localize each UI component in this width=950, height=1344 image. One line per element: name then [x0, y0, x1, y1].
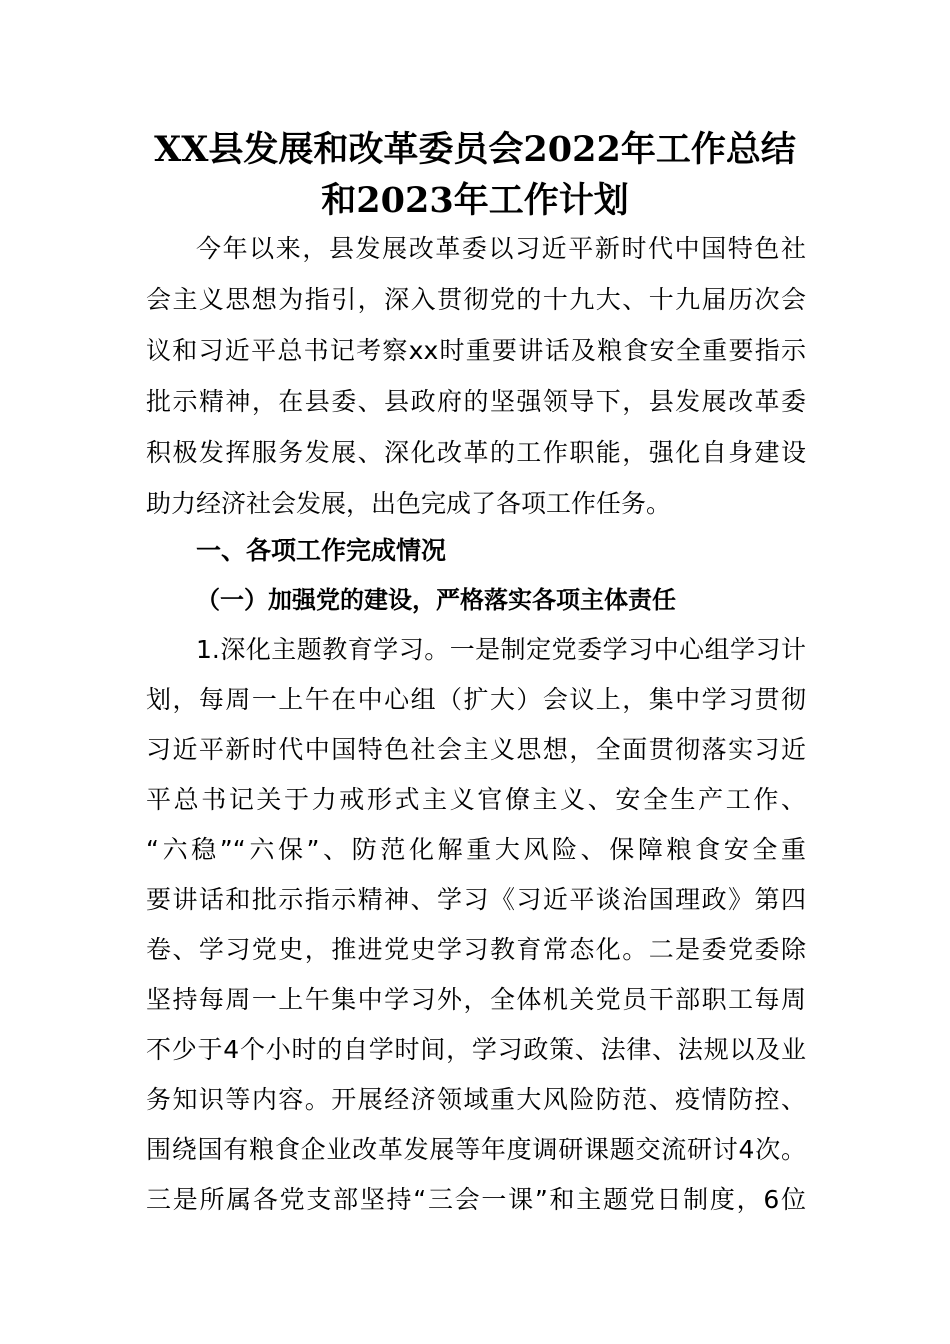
body-paragraph-line: 习近平新时代中国特色社会主义思想，全面贯彻落实习近 [146, 735, 806, 764]
section-heading: 一、各项工作完成情况 [196, 536, 447, 565]
intro-paragraph-line: 积极发挥服务发展、深化改革的工作职能，强化自身建设 [146, 438, 806, 467]
body-paragraph-line: 坚持每周一上午集中学习外，全体机关党员干部职工每周 [146, 985, 806, 1014]
body-paragraph-line: 划，每周一上午在中心组（扩大）会议上，集中学习贯彻 [146, 685, 806, 714]
body-paragraph-line: 围绕国有粮食企业改革发展等年度调研课题交流研讨4次。 [146, 1135, 806, 1164]
body-paragraph-line: 平总书记关于力戒形式主义官僚主义、安全生产工作、 [146, 785, 806, 814]
body-paragraph-line: “六稳”“六保”、防范化解重大风险、保障粮食安全重 [146, 835, 806, 864]
intro-paragraph-line: 议和习近平总书记考察xx时重要讲话及粮食安全重要指示 [146, 336, 806, 365]
body-paragraph-line: 1.深化主题教育学习。一是制定党委学习中心组学习计 [196, 635, 806, 664]
body-paragraph-line: 三是所属各党支部坚持“三会一课”和主题党日制度，6位 [146, 1185, 806, 1214]
body-paragraph-line: 卷、学习党史，推进党史学习教育常态化。二是委党委除 [146, 935, 806, 964]
intro-paragraph-line: 会主义思想为指引，深入贯彻党的十九大、十九届历次会 [146, 285, 806, 314]
intro-paragraph-line: 批示精神，在县委、县政府的坚强领导下，县发展改革委 [146, 387, 806, 416]
intro-paragraph-line: 今年以来，县发展改革委以习近平新时代中国特色社 [196, 234, 806, 263]
document-title-line-1: XX县发展和改革委员会2022年工作总结 [154, 129, 796, 170]
body-paragraph-line: 不少于4个小时的自学时间，学习政策、法律、法规以及业 [146, 1035, 806, 1064]
intro-paragraph-line: 助力经济社会发展，出色完成了各项工作任务。 [146, 489, 672, 518]
body-paragraph-line: 务知识等内容。开展经济领域重大风险防范、疫情防控、 [146, 1085, 806, 1114]
body-paragraph-line: 要讲话和批示指示精神、学习《习近平谈治国理政》第四 [146, 885, 806, 914]
subsection-heading: （一）加强党的建设，严格落实各项主体责任 [196, 585, 676, 614]
document-title-line-2: 和2023年工作计划 [321, 180, 629, 221]
